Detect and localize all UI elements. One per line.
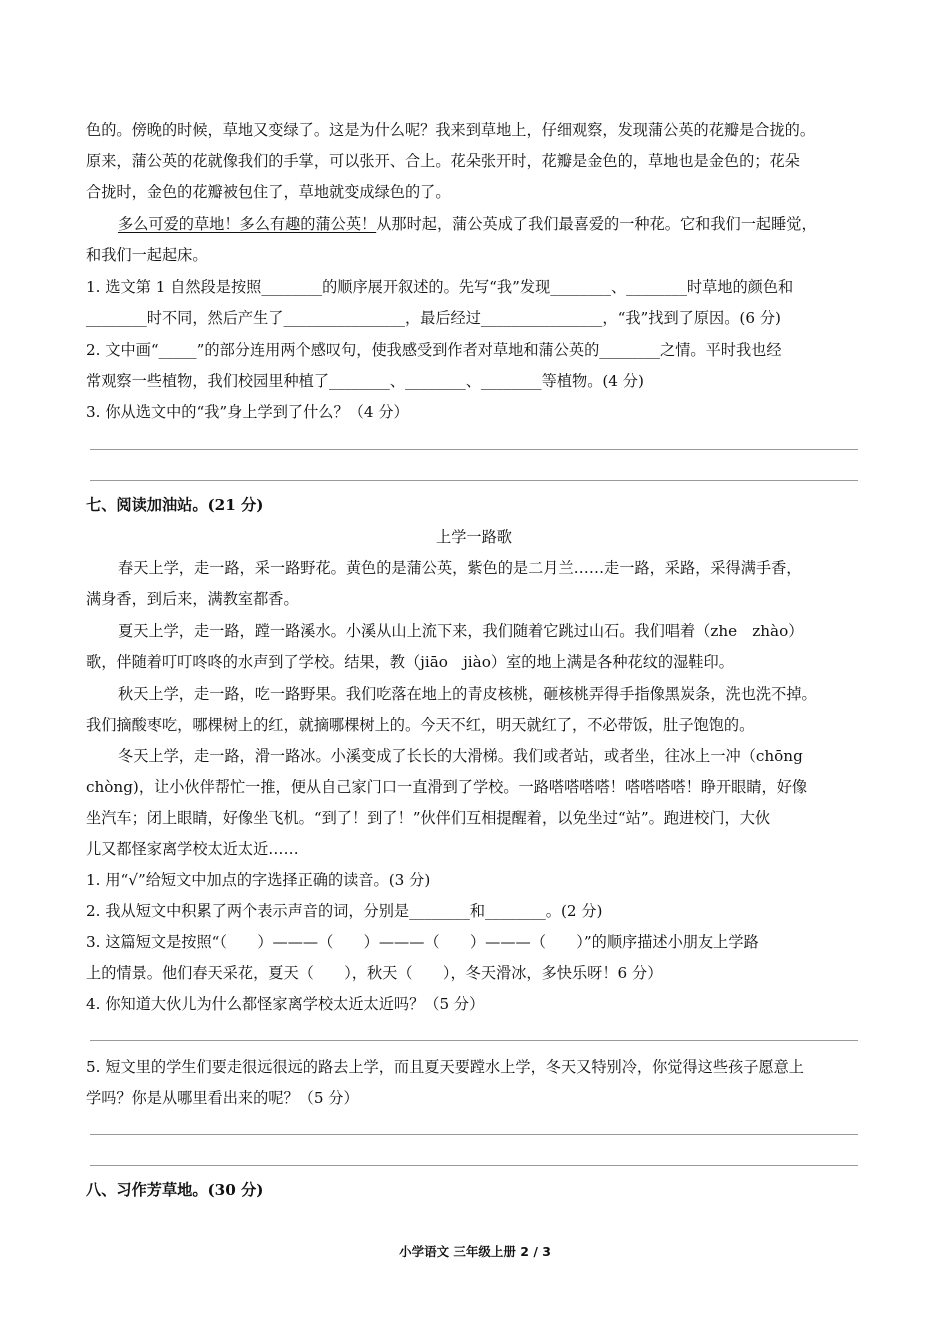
passage-text: 从那时起，蒲公英成了我们最喜爱的一种花。它和我们一起睡觉， — [376, 215, 817, 233]
reading-question-5: 5. 短文里的学生们要走很远很远的路去上学，而且夏天要蹚水上学，冬天又特别冷，你觉得这些孩子愿意上 — [86, 1058, 804, 1076]
reading-question-5-cont: 学吗？你是从哪里看出来的呢？（5 分） — [86, 1089, 359, 1107]
answer-line[interactable] — [90, 1165, 858, 1166]
summer-paragraph-cont: 歌，伴随着叮叮咚咚的水声到了学校。结果，教（jiāo jiào）室的地上满是各种花纹的湿鞋印。 — [86, 653, 734, 671]
answer-line[interactable] — [90, 480, 858, 481]
question-1: 1. 选文第 1 自然段是按照________的顺序展开叙述的。先写“我”发现________、________时草地的颜色和 — [86, 278, 794, 296]
reading-question-4: 4. 你知道大伙儿为什么都怪家离学校太近太近吗？（5 分） — [86, 995, 485, 1013]
question-3: 3. 你从选文中的“我”身上学到了什么？（4 分） — [86, 403, 409, 421]
passage-line: 和我们一起起床。 — [86, 246, 208, 264]
autumn-paragraph: 秋天上学，走一路，吃一路野果。我们吃落在地上的青皮核桃，砸核桃弄得手指像黑炭条，洗也洗不掉。 — [118, 685, 817, 703]
winter-paragraph-cont: 坐汽车；闭上眼睛，好像坐飞机。“到了！到了！”伙伴们互相提醒着，以免坐过“站”。跑进校门，大伙 — [86, 809, 771, 827]
passage-line: 原来，蒲公英的花就像我们的手掌，可以张开、合上。花朵张开时，花瓣是金色的，草地也是金色的；花朵 — [86, 152, 800, 170]
reading-question-1: 1. 用“√”给短文中加点的字选择正确的读音。(3 分) — [86, 871, 431, 889]
passage-line: 色的。傍晚的时候，草地又变绿了。这是为什么呢？我来到草地上，仔细观察，发现蒲公英的花瓣是合拢的。 — [86, 121, 815, 139]
section-7-heading: 七、阅读加油站。(21 分) — [86, 496, 264, 514]
winter-paragraph-cont: 儿又都怪家离学校太近太近…… — [86, 840, 299, 858]
page-footer: 小学语文 三年级上册 2 / 3 — [399, 1244, 551, 1259]
answer-line[interactable] — [90, 1134, 858, 1135]
reading-question-3: 3. 这篇短文是按照“（ ）———（ ）———（ ）———（ ）”的顺序描述小朋友上学路 — [86, 933, 759, 951]
question-1-cont: ________时不同，然后产生了________________，最后经过________________，“我”找到了原因。(6 分) — [86, 309, 781, 327]
answer-line[interactable] — [90, 449, 858, 450]
winter-paragraph-cont: chòng)，让小伙伴帮忙一推，便从自己家门口一直滑到了学校。一路嗒嗒嗒嗒！嗒嗒嗒嗒！睁开眼睛，好像 — [86, 778, 808, 796]
reading-question-3-cont: 上的情景。他们春天采花，夏天（ ），秋天（ ），冬天滑冰，多快乐呀！6 分） — [86, 964, 663, 982]
section-8-heading: 八、习作芳草地。(30 分) — [86, 1181, 264, 1199]
answer-line[interactable] — [90, 1040, 858, 1041]
question-2: 2. 文中画“_____”的部分连用两个感叹句，使我感受到作者对草地和蒲公英的________之情。平时我也经 — [86, 341, 782, 359]
spring-paragraph: 春天上学，走一路，采一路野花。黄色的是蒲公英，紫色的是二月兰……走一路，采路，采得满手香， — [118, 559, 802, 577]
summer-paragraph: 夏天上学，走一路，蹚一路溪水。小溪从山上流下来，我们随着它跳过山石。我们唱着（zhe zhào） — [118, 622, 804, 640]
passage-paragraph — [118, 214, 817, 234]
reading-question-2: 2. 我从短文中积累了两个表示声音的词，分别是________和________。(2 分) — [86, 902, 603, 920]
spring-paragraph-cont: 满身香，到后来，满教室都香。 — [86, 590, 299, 608]
reading-title: 上学一路歌 — [436, 528, 512, 546]
winter-paragraph: 冬天上学，走一路，滑一路冰。小溪变成了长长的大滑梯。我们或者站，或者坐，往冰上一冲（chōng — [118, 747, 803, 765]
autumn-paragraph-cont: 我们摘酸枣吃，哪棵树上的红，就摘哪棵树上的。今天不红，明天就红了，不必带饭，肚子饱饱的。 — [86, 716, 755, 734]
passage-line: 合拢时，金色的花瓣被包住了，草地就变成绿色的了。 — [86, 183, 451, 201]
underlined-exclamations: 多么可爱的草地！多么有趣的蒲公英！ — [118, 215, 377, 233]
question-2-cont: 常观察一些植物，我们校园里种植了________、________、________等植物。(4 分) — [86, 372, 644, 390]
